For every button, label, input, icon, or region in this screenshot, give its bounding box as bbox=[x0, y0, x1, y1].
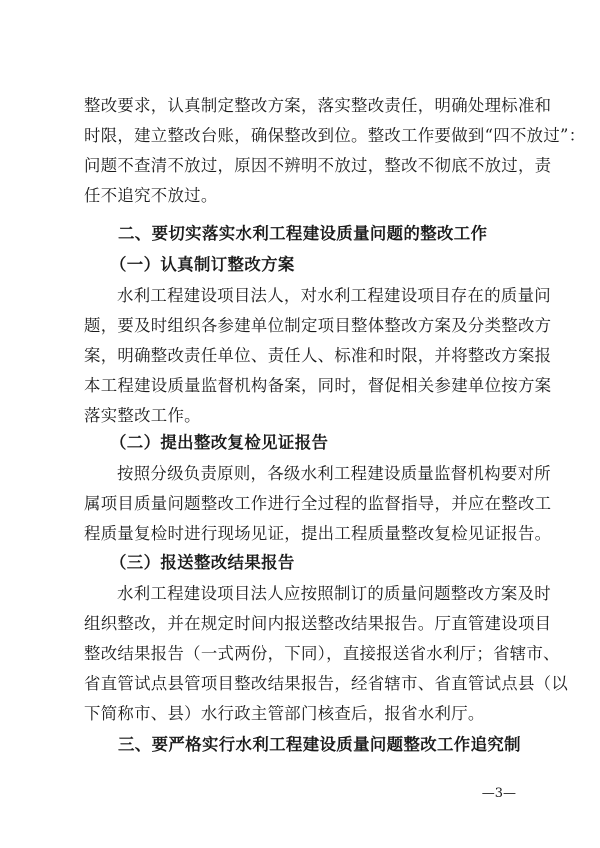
paragraph-continuation bbox=[84, 91, 586, 211]
subsection-2-paragraph bbox=[84, 459, 552, 549]
text-line: 组织整改，并在规定时间内报送整改结果报告。厅直管建设项目 bbox=[84, 614, 552, 633]
text-line: 案，明确整改责任单位、责任人、标准和时限，并将整改方案报 bbox=[84, 346, 552, 365]
subsection-2-heading: （二）提出整改复检见证报告 bbox=[110, 433, 329, 452]
text-line: 程质量复检时进行现场见证，提出工程质量整改复检见证报告。 bbox=[84, 524, 552, 543]
section-3-heading: 三、要严格实行水利工程建设质量问题整改工作追究制 bbox=[118, 735, 521, 754]
text-line: 本工程建设质量监督机构备案，同时，督促相关参建单位按方案 bbox=[84, 376, 552, 395]
text-line: 属项目质量问题整改工作进行全过程的监督指导，并应在整改工 bbox=[84, 494, 552, 513]
text-line: 题，要及时组织各参建单位制定项目整体整改方案及分类整改方 bbox=[84, 316, 552, 335]
text-line: 水利工程建设项目法人，对水利工程建设项目存在的质量问 bbox=[117, 286, 551, 305]
page-number: —3— bbox=[481, 786, 516, 801]
subsection-1-paragraph bbox=[84, 281, 552, 431]
text-line: 整改结果报告（一式两份，下同），直接报送省水利厅；省辖市、 bbox=[84, 644, 560, 663]
text-line: 下简称市、县）水行政主管部门核查后，报省水利厅。 bbox=[84, 704, 485, 723]
subsection-3-paragraph bbox=[84, 579, 569, 729]
text-line: 任不追究不放过。 bbox=[84, 186, 218, 205]
section-2-heading: 二、要切实落实水利工程建设质量问题的整改工作 bbox=[118, 224, 488, 243]
text-line: 落实整改工作。 bbox=[84, 406, 201, 425]
text-line: 问题不查清不放过，原因不辨明不放过，整改不彻底不放过，责 bbox=[84, 156, 552, 175]
text-line: 省直管试点县管项目整改结果报告，经省辖市、省直管试点县（以 bbox=[84, 674, 569, 693]
text-line: 时限，建立整改台账，确保整改到位。整改工作要做到“四不放过”： bbox=[84, 126, 586, 145]
text-line: 水利工程建设项目法人应按照制订的质量问题整改方案及时 bbox=[117, 584, 551, 603]
subsection-3-heading: （三）报送整改结果报告 bbox=[110, 553, 295, 572]
text-line: 按照分级负责原则，各级水利工程建设质量监督机构要对所 bbox=[117, 464, 551, 483]
subsection-1-heading: （一）认真制订整改方案 bbox=[110, 255, 295, 274]
text-line: 整改要求，认真制定整改方案，落实整改责任，明确处理标准和 bbox=[84, 96, 552, 115]
